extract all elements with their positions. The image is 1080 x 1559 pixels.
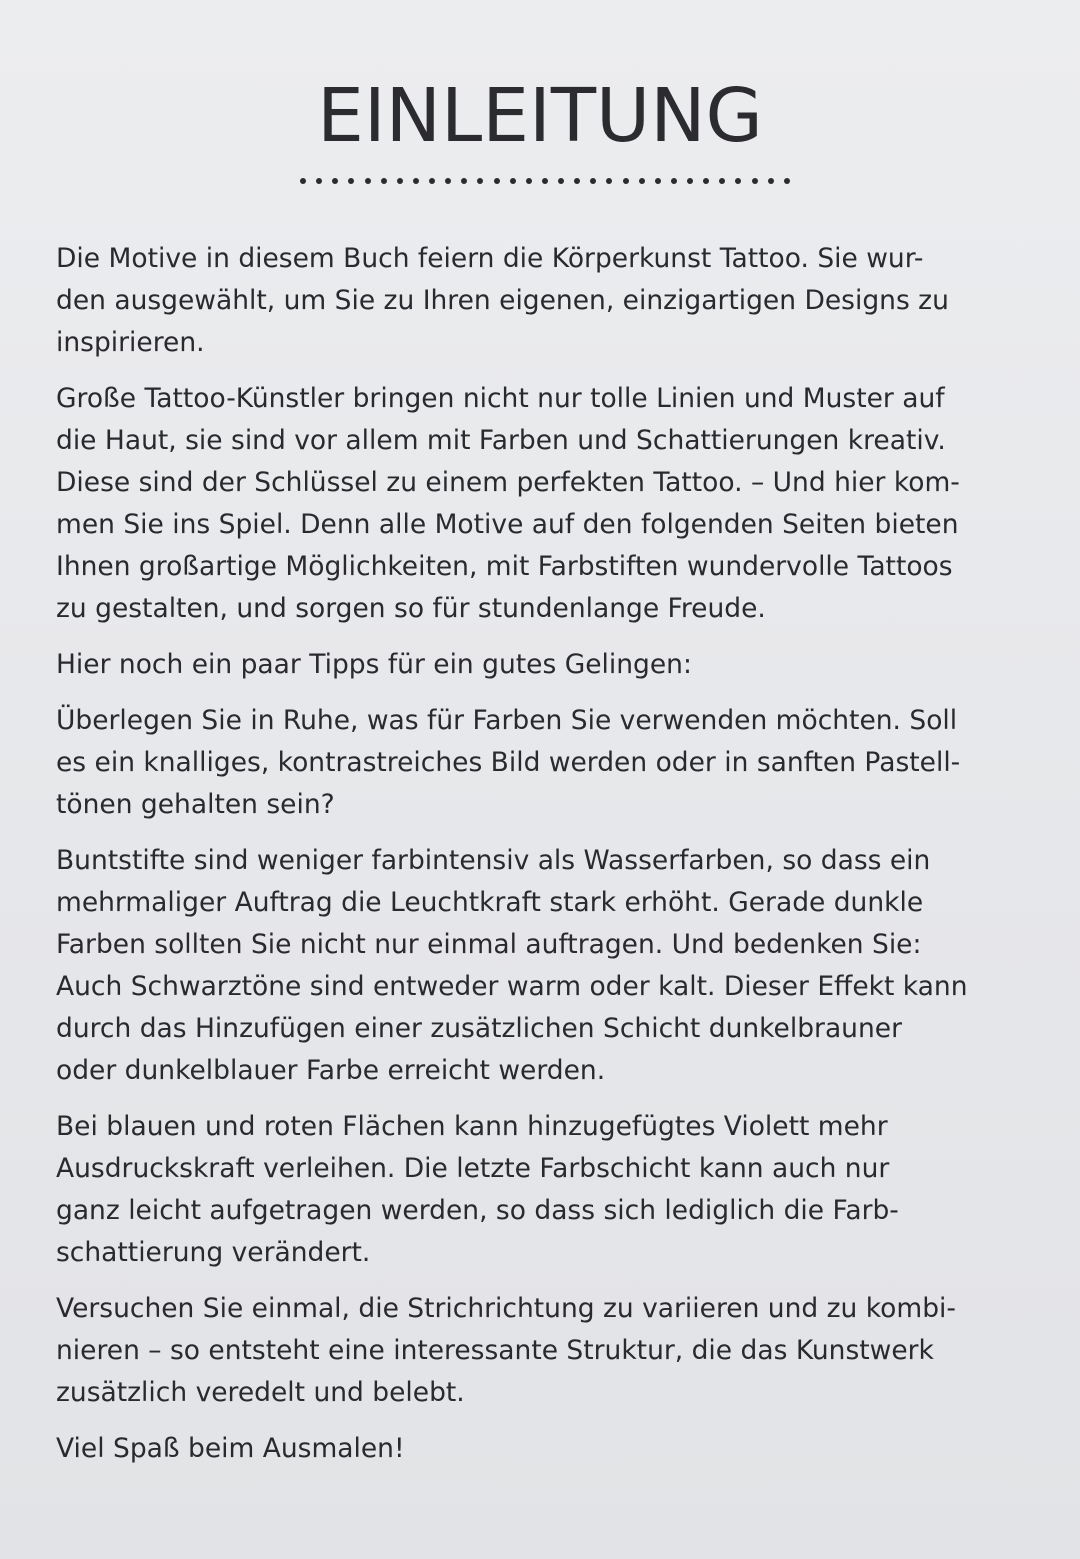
divider-dot [477, 178, 483, 184]
text-line: oder dunkelblauer Farbe erreicht werden. [56, 1055, 606, 1086]
text-line: Bei blauen und roten Flächen kann hinzugefügtes Violett mehr [56, 1111, 888, 1142]
divider-dot [526, 178, 532, 184]
divider-dot [558, 178, 564, 184]
text-line: es ein knalliges, kontrastreiches Bild werden oder in sanften Pastell- [56, 747, 961, 778]
divider-dot [703, 178, 709, 184]
text-line: Farben sollten Sie nicht nur einmal auftragen. Und bedenken Sie: [56, 929, 922, 960]
divider-dot [510, 178, 516, 184]
text-line: Versuchen Sie einmal, die Strichrichtung zu variieren und zu kombi- [56, 1293, 956, 1324]
text-line: ganz leicht aufgetragen werden, so dass sich lediglich die Farb- [56, 1195, 899, 1226]
paragraph [56, 1288, 1046, 1414]
divider-dot [623, 178, 629, 184]
divider-dot [784, 178, 790, 184]
divider-dot [768, 178, 774, 184]
divider-dot [461, 178, 467, 184]
paragraph [56, 700, 1046, 826]
text-line: zusätzlich veredelt und belebt. [56, 1377, 465, 1408]
divider-dot [445, 178, 451, 184]
paragraph [56, 840, 1046, 1092]
divider-dot [719, 178, 725, 184]
dotted-divider [300, 176, 790, 186]
divider-dot [655, 178, 661, 184]
text-line: durch das Hinzufügen einer zusätzlichen Schicht dunkelbrauner [56, 1013, 902, 1044]
text-line: inspirieren. [56, 327, 205, 358]
paragraph [56, 238, 1046, 364]
paragraph [56, 1106, 1046, 1274]
text-line: Große Tattoo-Künstler bringen nicht nur tolle Linien und Muster auf [56, 383, 945, 414]
divider-dot [542, 178, 548, 184]
text-line: mehrmaliger Auftrag die Leuchtkraft stark erhöht. Gerade dunkle [56, 887, 924, 918]
divider-dot [687, 178, 693, 184]
paragraph [56, 378, 1046, 630]
divider-dot [413, 178, 419, 184]
text-line: Ihnen großartige Möglichkeiten, mit Farbstiften wundervolle Tattoos [56, 551, 953, 582]
divider-dot [332, 178, 338, 184]
text-line: tönen gehalten sein? [56, 789, 335, 820]
paragraph [56, 644, 1046, 686]
divider-dot [639, 178, 645, 184]
text-line: die Haut, sie sind vor allem mit Farben und Schattierungen kreativ. [56, 425, 946, 456]
divider-dot [671, 178, 677, 184]
divider-dot [494, 178, 500, 184]
divider-dot [429, 178, 435, 184]
text-line: Auch Schwarztöne sind entweder warm oder kalt. Dieser Effekt kann [56, 971, 968, 1002]
text-line: men Sie ins Spiel. Denn alle Motive auf den folgenden Seiten bieten [56, 509, 959, 540]
divider-dot [316, 178, 322, 184]
text-line: Buntstifte sind weniger farbintensiv als Wasserfarben, so dass ein [56, 845, 931, 876]
text-line: nieren – so entsteht eine interessante Struktur, die das Kunstwerk [56, 1335, 934, 1366]
text-line: Überlegen Sie in Ruhe, was für Farben Sie verwenden möchten. Soll [56, 705, 958, 736]
text-line: Hier noch ein paar Tipps für ein gutes Gelingen: [56, 649, 692, 680]
divider-dot [606, 178, 612, 184]
divider-dot [397, 178, 403, 184]
text-line: Ausdruckskraft verleihen. Die letzte Farbschicht kann auch nur [56, 1153, 890, 1184]
divider-dot [574, 178, 580, 184]
page-title: EINLEITUNG [317, 73, 763, 159]
text-line: Die Motive in diesem Buch feiern die Körperkunst Tattoo. Sie wur- [56, 243, 924, 274]
divider-dot [735, 178, 741, 184]
text-line: schattierung verändert. [56, 1237, 371, 1268]
divider-dot [590, 178, 596, 184]
text-line: Viel Spaß beim Ausmalen! [56, 1433, 405, 1464]
text-line: zu gestalten, und sorgen so für stundenlange Freude. [56, 593, 766, 624]
divider-dot [381, 178, 387, 184]
divider-dot [300, 178, 306, 184]
divider-dot [365, 178, 371, 184]
divider-dot [348, 178, 354, 184]
divider-dot [752, 178, 758, 184]
text-line: Diese sind der Schlüssel zu einem perfekten Tattoo. – Und hier kom- [56, 467, 960, 498]
paragraph [56, 1428, 1046, 1470]
text-line: den ausgewählt, um Sie zu Ihren eigenen, einzigartigen Designs zu [56, 285, 949, 316]
body-text [56, 238, 1046, 1484]
